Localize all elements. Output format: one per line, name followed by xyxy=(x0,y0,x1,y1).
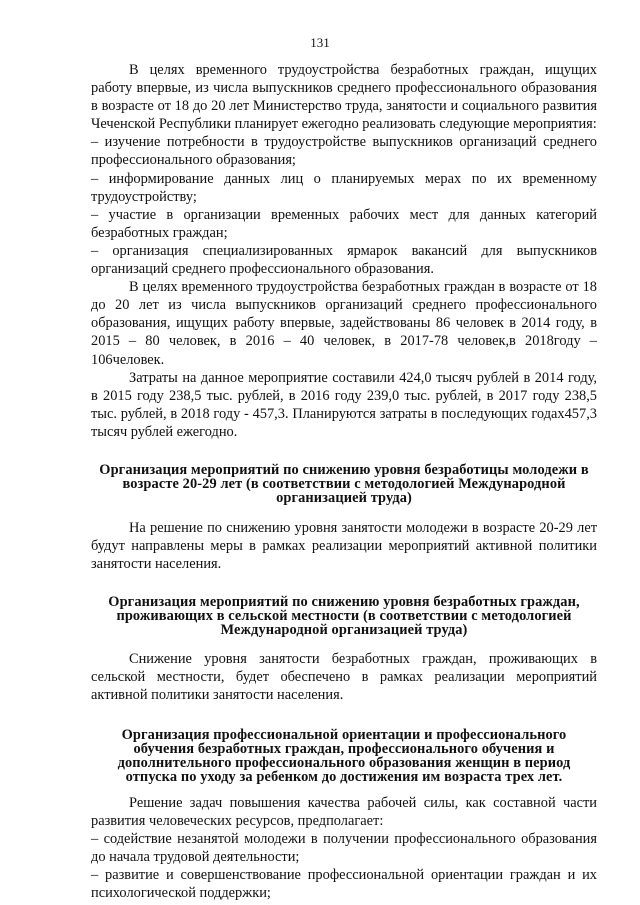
paragraph: На решение по снижению уровня занятости молодежи в возрасте 20-29 лет будут направлены меры в рамках реализации мероприятий активной политики занятости населения. xyxy=(91,519,597,573)
section-training xyxy=(91,794,597,903)
section-heading: Организация мероприятий по снижению уровня безработицы молодежи в возрасте 20-29 лет (в соответствии с методологией Международной организацией труда) xyxy=(99,461,589,506)
section-heading: Организация мероприятий по снижению уровня безработных граждан, проживающих в сельской местности (в соответствии с методологией Международной организацией труда) xyxy=(108,594,580,639)
paragraph: В целях временного трудоустройства безработных граждан, ищущих работу впервые, из числа выпускников среднего профессионального образования в возрасте от 18 до 20 лет Министерство труда, занятости и социального развития Чеченской Республики планирует ежегодно реализовать следующие мероприятия: xyxy=(91,62,597,133)
list-item: – участие в организации временных рабочих мест для данных категорий безработных граждан; xyxy=(91,206,597,241)
section-heading: Организация профессиональной ориентации и профессионального обучения безработных граждан, профессионального обучения и дополнительного профессионального образования женщин в период отпуска по уходу за ребенком до достижения им возраста трех лет. xyxy=(117,726,571,785)
document-body xyxy=(91,61,597,902)
paragraph: Затраты на данное мероприятие составили 424,0 тысяч рублей в 2014 году, в 2015 году 238,5 тыс. рублей, в 2016 году 239,0 тыс. рублей, в 2017 году 238,5 тыс. рублей, в 2018 году - 457,3. Планируются затраты в последующих годах457,3 тысяч рублей ежегодно. xyxy=(91,369,597,440)
list-item: – содействие незанятой молодежи в получении профессионального образования до начала трудовой деятельности; xyxy=(91,830,597,865)
list-item: – информирование данных лиц о планируемых мерах по их временному трудоустройству; xyxy=(91,170,597,205)
list-item: – развитие и совершенствование профессиональной ориентации граждан и их психологической поддержки; xyxy=(91,866,597,901)
list-item: – изучение потребности в трудоустройстве выпускников организаций среднего профессионального образования; xyxy=(91,134,597,169)
paragraph: Снижение уровня занятости безработных граждан, проживающих в сельской местности, будет обеспечено в рамках реализации мероприятий активной политики занятости населения. xyxy=(91,651,597,704)
list-item: – организация специализированных ярмарок вакансий для выпускников организаций среднего профессионального образования. xyxy=(91,242,597,278)
paragraph: В целях временного трудоустройства безработных граждан в возрасте от 18 до 20 лет из числа выпускников организаций среднего профессионального образования, ищущих работу впервые, задействованы 86 человек в 2014 году, в 2015 – 80 человек, в 2016 – 40 человек, в 2017-78 человек,в 2018году – 106человек. xyxy=(91,279,597,368)
section-intro xyxy=(91,61,597,441)
page-number: 131 xyxy=(310,35,330,50)
paragraph: Решение задач повышения качества рабочей силы, как составной части развития человеческих ресурсов, предполагает: xyxy=(91,794,597,829)
